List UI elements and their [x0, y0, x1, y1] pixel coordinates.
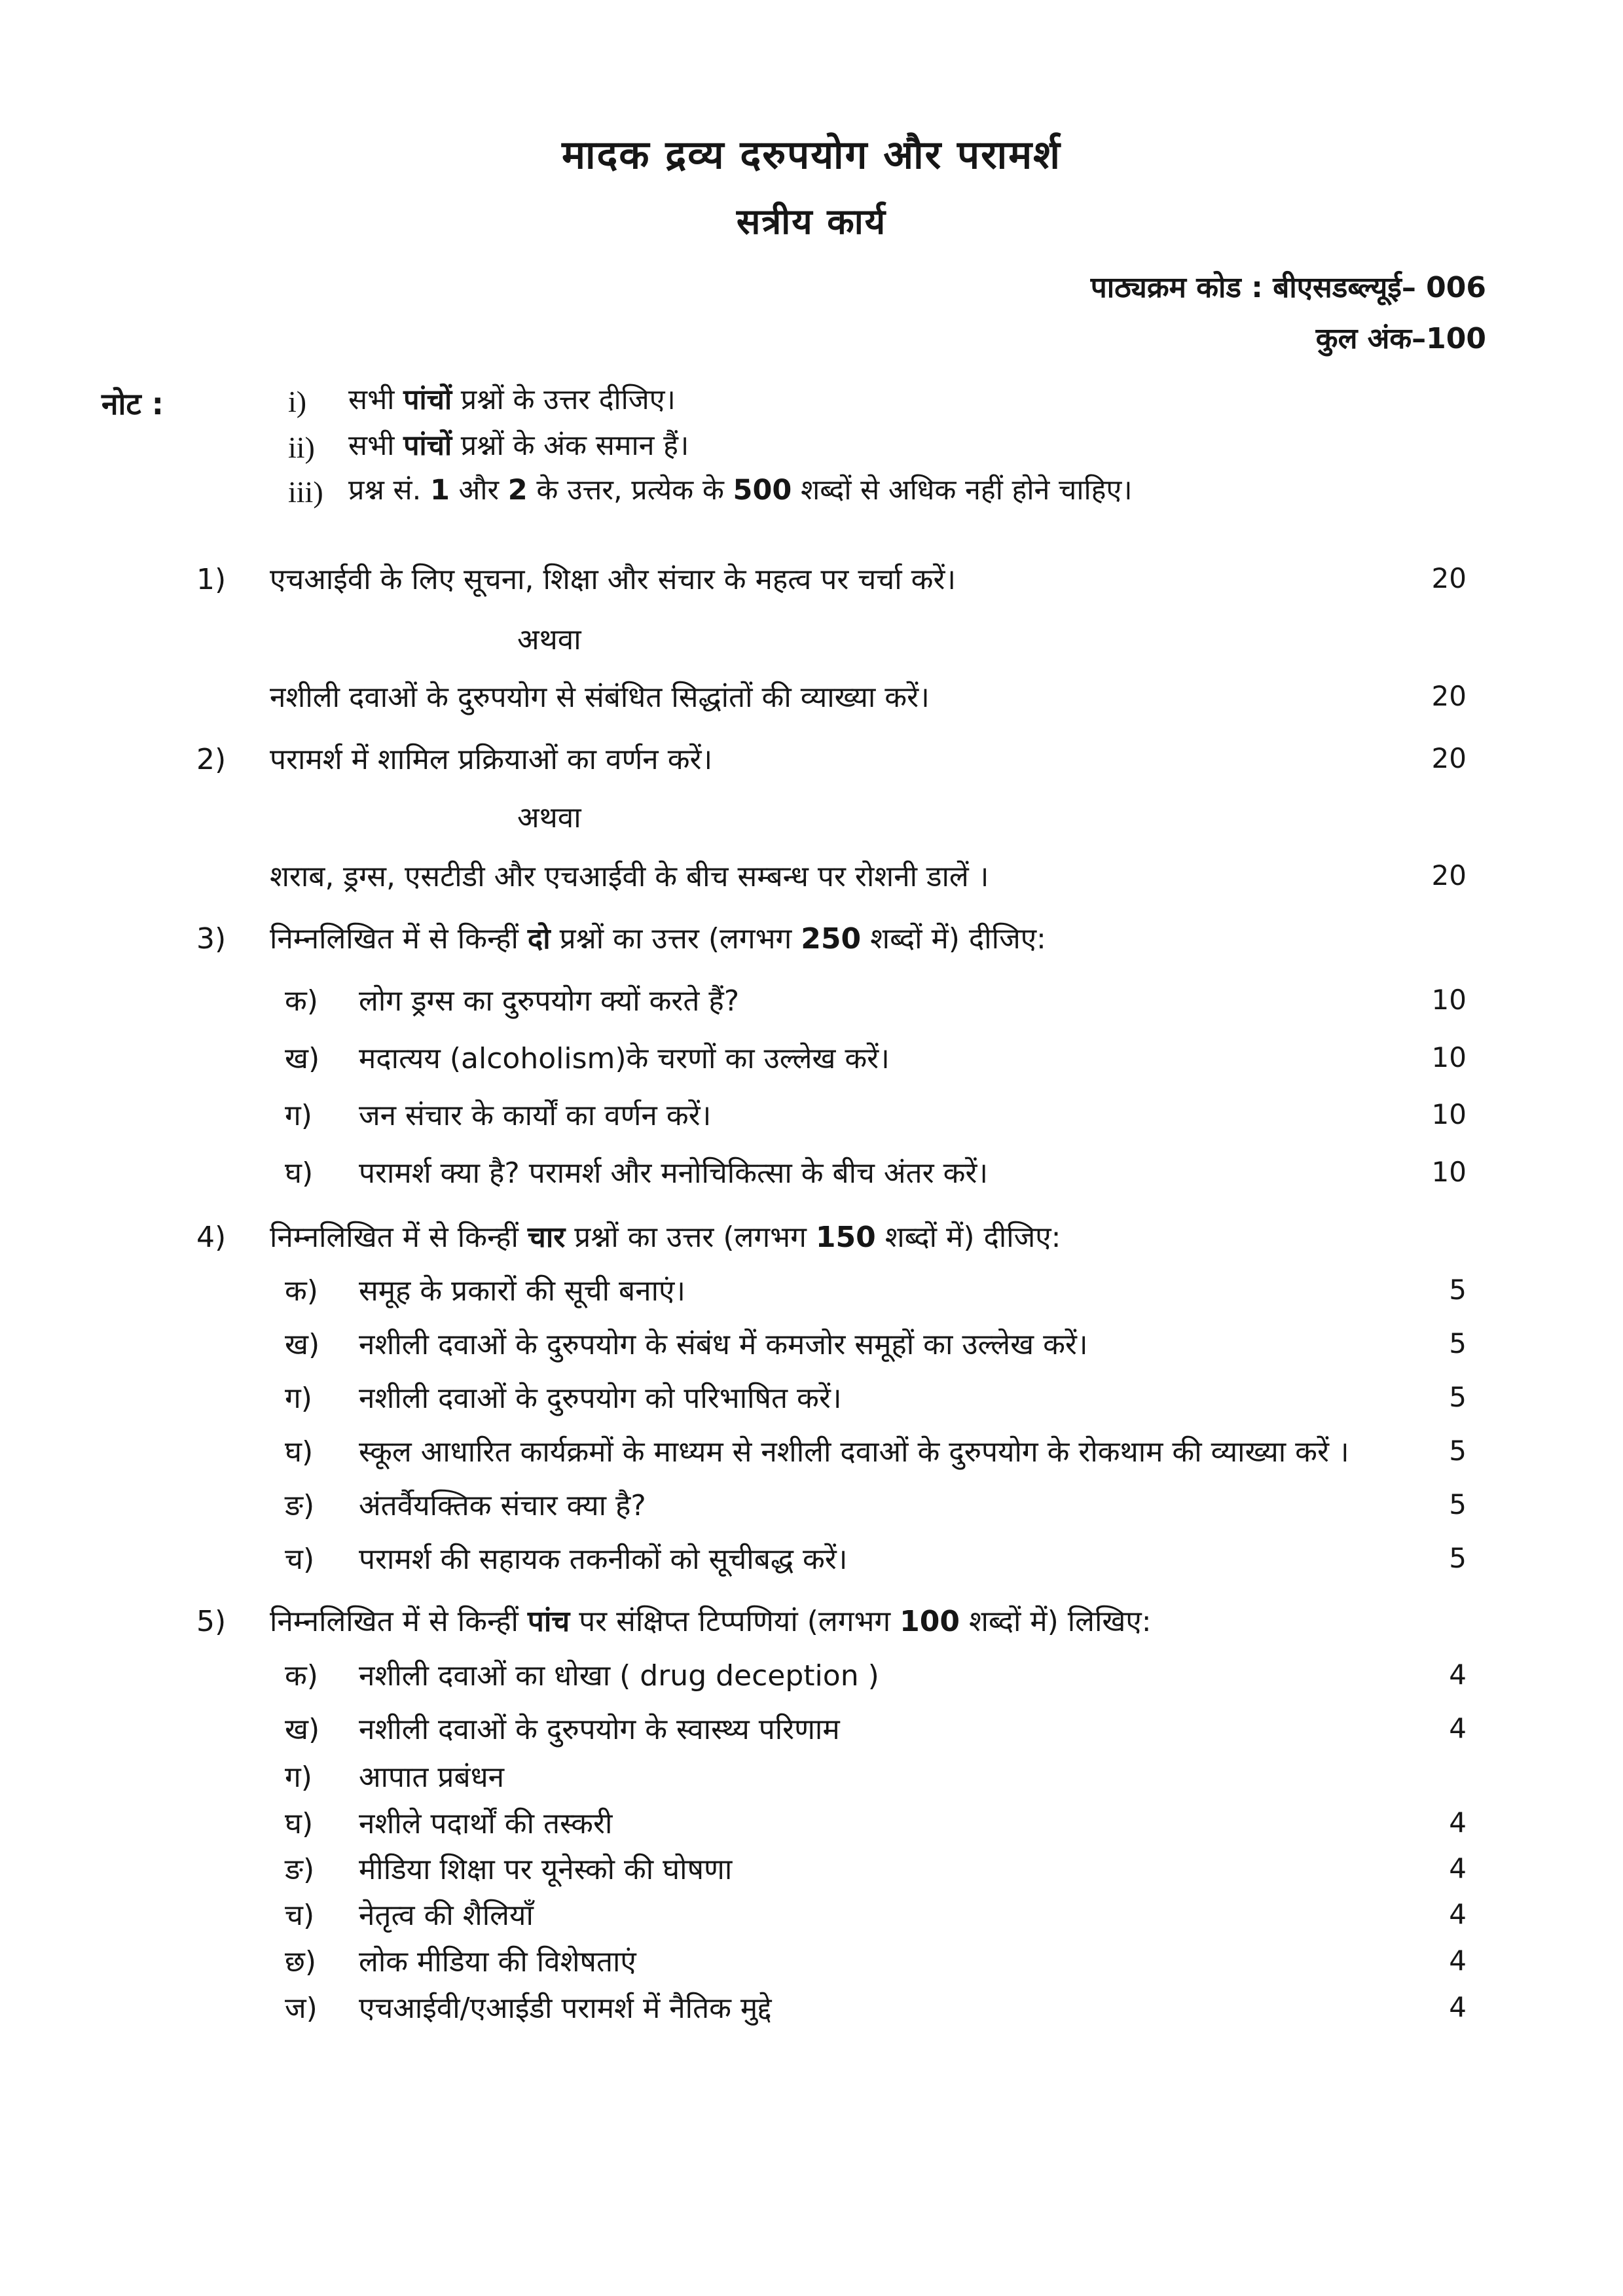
question-5a-letter: क)	[285, 1659, 318, 1693]
question-5d-marks: 4	[1449, 1806, 1467, 1839]
question-4f-text: परामर्श की सहायक तकनीकों को सूचीबद्ध करें।	[359, 1543, 848, 1576]
note-item-2-number: ii)	[288, 431, 315, 464]
question-4f-marks: 5	[1449, 1542, 1467, 1574]
question-3a-marks: 10	[1431, 984, 1467, 1016]
question-5c-letter: ग)	[285, 1761, 312, 1794]
question-2-marks: 20	[1431, 742, 1467, 774]
total-marks: कुल अंक–100	[1315, 322, 1486, 355]
question-1-text: एचआईवी के लिए सूचना, शिक्षा और संचार के महत्व पर चर्चा करें।	[270, 563, 957, 596]
question-5g-marks: 4	[1449, 1945, 1467, 1977]
question-4c-text: नशीली दवाओं के दुरुपयोग को परिभाषित करें।	[359, 1382, 842, 1415]
question-5b-text: नशीली दवाओं के दुरुपयोग के स्वास्थ्य परिणाम	[359, 1713, 840, 1746]
question-4d-letter: घ)	[285, 1435, 314, 1469]
question-1-number: 1)	[196, 563, 227, 596]
question-4-number: 4)	[196, 1221, 227, 1254]
question-1-marks: 20	[1431, 562, 1467, 594]
note-item-3-text: प्रश्न सं. 1 और 2 के उत्तर, प्रत्येक के 500 शब्दों से अधिक नहीं होने चाहिए।	[348, 474, 1133, 507]
course-title: मादक द्रव्य दरुपयोग और परामर्श	[562, 132, 1061, 178]
note-item-2-text: सभी पांचों प्रश्नों के अंक समान हैं।	[348, 429, 689, 462]
question-5b-letter: ख)	[285, 1713, 320, 1746]
question-3b-text: मदात्यय (alcoholism)के चरणों का उल्लेख करें।	[359, 1042, 890, 1075]
question-3d-text: परामर्श क्या है? परामर्श और मनोचिकित्सा के बीच अंतर करें।	[359, 1157, 989, 1190]
question-5b-marks: 4	[1449, 1712, 1467, 1744]
question-4f-letter: च)	[285, 1543, 315, 1576]
question-5-text: निम्नलिखित में से किन्हीं पांच पर संक्षिप्त टिप्पणियां (लगभग 100 शब्दों में) लिखिए:	[270, 1605, 1152, 1638]
question-5e-letter: ङ)	[285, 1853, 315, 1886]
question-4a-marks: 5	[1449, 1274, 1467, 1306]
question-3a-letter: क)	[285, 984, 318, 1018]
question-3c-marks: 10	[1431, 1098, 1467, 1130]
question-5e-marks: 4	[1449, 1852, 1467, 1884]
question-4b-marks: 5	[1449, 1327, 1467, 1359]
question-5f-text: नेतृत्व की शैलियाँ	[359, 1899, 534, 1932]
question-5a-text: नशीली दवाओं का धोखा ( drug deception )	[359, 1659, 879, 1693]
course-code: पाठ्यक्रम कोड : बीएसडब्ल्यूई– 006	[1090, 271, 1486, 304]
question-4e-text: अंतर्वैयक्तिक संचार क्या है?	[359, 1489, 646, 1522]
note-item-1-number: i)	[288, 385, 307, 418]
question-5g-letter: छ)	[285, 1945, 317, 1979]
question-4e-marks: 5	[1449, 1488, 1467, 1520]
assignment-type-title: सत्रीय कार्य	[736, 201, 887, 242]
question-5f-letter: च)	[285, 1899, 315, 1932]
question-5g-text: लोक मीडिया की विशेषताएं	[359, 1945, 636, 1979]
question-4c-marks: 5	[1449, 1381, 1467, 1413]
question-4c-letter: ग)	[285, 1382, 312, 1415]
question-3d-marks: 10	[1431, 1156, 1467, 1188]
question-1-alt-marks: 20	[1431, 680, 1467, 712]
question-5h-letter: ज)	[285, 1992, 318, 2025]
question-3b-marks: 10	[1431, 1041, 1467, 1073]
question-5e-text: मीडिया शिक्षा पर यूनेस्को की घोषणा	[359, 1853, 733, 1886]
question-4e-letter: ङ)	[285, 1489, 315, 1522]
question-3c-letter: ग)	[285, 1099, 312, 1132]
question-5h-text: एचआईवी/एआईडी परामर्श में नैतिक मुद्दे	[359, 1992, 772, 2025]
question-2-alt-marks: 20	[1431, 859, 1467, 891]
question-3-number: 3)	[196, 922, 227, 956]
question-5a-marks: 4	[1449, 1659, 1467, 1691]
question-3c-text: जन संचार के कार्यों का वर्णन करें।	[359, 1099, 712, 1132]
question-4a-letter: क)	[285, 1274, 318, 1308]
question-3-text: निम्नलिखित में से किन्हीं दो प्रश्नों का उत्तर (लगभग 250 शब्दों में) दीजिए:	[270, 922, 1046, 956]
question-4d-text: स्कूल आधारित कार्यक्रमों के माध्यम से नशीली दवाओं के दुरुपयोग के रोकथाम की व्याख्या करें ।	[359, 1435, 1349, 1469]
question-4a-text: समूह के प्रकारों की सूची बनाएं।	[359, 1274, 685, 1308]
or-separator-1-label: अथवा	[517, 623, 581, 656]
question-5f-marks: 4	[1449, 1898, 1467, 1930]
note-label: नोट :	[101, 386, 164, 422]
question-3b-letter: ख)	[285, 1042, 320, 1075]
question-4b-letter: ख)	[285, 1328, 320, 1361]
question-4b-text: नशीली दवाओं के दुरुपयोग के संबंध में कमजोर समूहों का उल्लेख करें।	[359, 1328, 1088, 1361]
question-5c-text: आपात प्रबंधन	[359, 1761, 505, 1794]
note-item-3-number: iii)	[288, 475, 323, 509]
or-separator-2-label: अथवा	[517, 801, 581, 834]
question-2-number: 2)	[196, 743, 227, 776]
question-5d-text: नशीले पदार्थों की तस्करी	[359, 1807, 613, 1840]
question-3a-text: लोग ड्रग्स का दुरुपयोग क्यों करते हैं?	[359, 984, 740, 1018]
question-1-alt-text: नशीली दवाओं के दुरुपयोग से संबंधित सिद्धांतों की व्याख्या करें।	[270, 681, 930, 714]
question-3d-letter: घ)	[285, 1157, 314, 1190]
question-5-number: 5)	[196, 1605, 227, 1638]
question-2-alt-text: शराब, ड्रग्स, एसटीडी और एचआईवी के बीच सम्बन्ध पर रोशनी डालें ।	[270, 860, 989, 893]
question-4d-marks: 5	[1449, 1435, 1467, 1467]
question-5d-letter: घ)	[285, 1807, 314, 1840]
question-5h-marks: 4	[1449, 1991, 1467, 2023]
note-item-1-text: सभी पांचों प्रश्नों के उत्तर दीजिए।	[348, 384, 676, 416]
question-4-text: निम्नलिखित में से किन्हीं चार प्रश्नों का उत्तर (लगभग 150 शब्दों में) दीजिए:	[270, 1221, 1061, 1254]
question-2-text: परामर्श में शामिल प्रक्रियाओं का वर्णन करें।	[270, 743, 713, 776]
